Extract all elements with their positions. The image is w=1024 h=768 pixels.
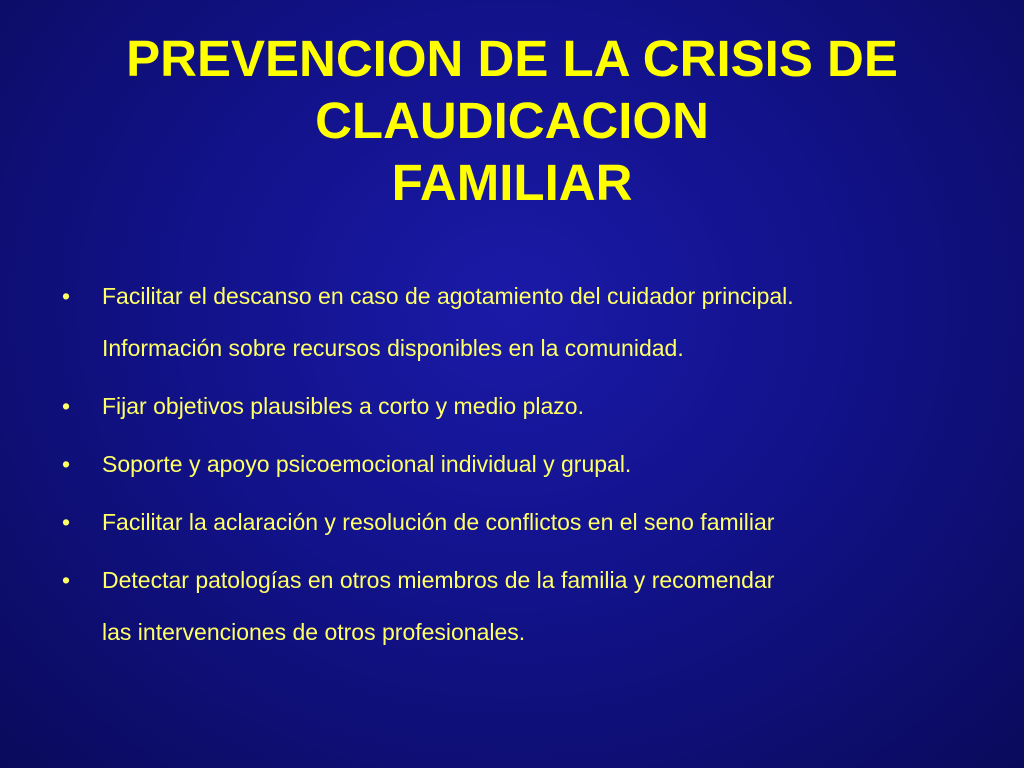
bullet-item-4 — [62, 496, 992, 548]
bullet-item-2-line-1: Fijar objetivos plausibles a corto y medio plazo. — [102, 393, 584, 419]
bullet-dot-icon: • — [62, 393, 71, 419]
slide-title-line-3: FAMILIAR — [391, 154, 633, 211]
bullet-item-5 — [62, 554, 992, 658]
bullet-item-1 — [62, 270, 992, 374]
bullet-dot-icon: • — [62, 451, 71, 477]
bullet-dot-icon: • — [62, 509, 71, 535]
bullet-item-5-line-2: las intervenciones de otros profesionales. — [102, 619, 526, 645]
bullet-item-2 — [62, 380, 992, 432]
bullet-item-1-line-2: Información sobre recursos disponibles en la comunidad. — [102, 335, 684, 361]
slide-title-line-2: CLAUDICACION — [315, 92, 709, 149]
bullet-item-5-line-1: Detectar patologías en otros miembros de la familia y recomendar — [102, 567, 775, 593]
bullet-item-4-line-1: Facilitar la aclaración y resolución de conflictos en el seno familiar — [102, 509, 775, 535]
bullet-item-1-line-1: Facilitar el descanso en caso de agotamiento del cuidador principal. — [102, 283, 794, 309]
bullet-dot-icon: • — [62, 567, 71, 593]
slide-title — [0, 28, 1024, 214]
bullet-list — [62, 270, 992, 664]
slide-title-line-1: PREVENCION DE LA CRISIS DE — [126, 30, 898, 87]
bullet-dot-icon: • — [62, 283, 71, 309]
bullet-item-3-line-1: Soporte y apoyo psicoemocional individual y grupal. — [102, 451, 632, 477]
bullet-item-3 — [62, 438, 992, 490]
